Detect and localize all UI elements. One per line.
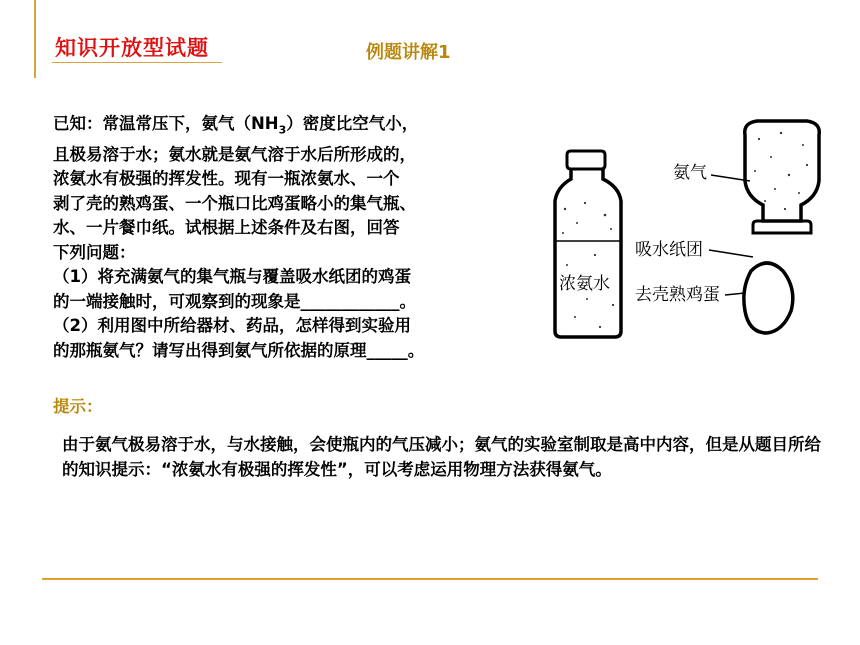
question-2-line: 的那瓶氨气？请写出得到氨气所依据的原理_____。 bbox=[53, 340, 425, 360]
question-1-line: （1）将充满氨气的集气瓶与覆盖吸水纸团的鸡蛋 bbox=[53, 267, 411, 287]
experiment-figure bbox=[545, 105, 835, 365]
problem-line: 水、一片餐巾纸。试根据上述条件及右图，回答 bbox=[53, 218, 400, 238]
problem-line: 剥了壳的熟鸡蛋、一个瓶口比鸡蛋略小的集气瓶、 bbox=[53, 193, 416, 213]
hint-text: 由于氨气极易溶于水，与水接触，会使瓶内的气压减小；氨气的实验室制取是高中内容，但是从题目所给的知识提示：“浓氨水有极强的挥发性”，可以考虑运用物理方法获得氨气。 bbox=[62, 435, 821, 479]
title-underline bbox=[52, 62, 222, 63]
bottom-rule bbox=[42, 578, 818, 580]
hint-label: 提示： bbox=[53, 397, 103, 416]
gas-jar-icon bbox=[745, 121, 820, 233]
problem-line: 浓氨水有极强的挥发性。现有一瓶浓氨水、一个 bbox=[53, 169, 400, 189]
left-accent-rule bbox=[34, 0, 36, 78]
question-1-line: 的一端接触时，可观察到的现象是____________。 bbox=[53, 291, 416, 311]
question-2-line: （2）利用图中所给器材、药品，怎样得到实验用 bbox=[53, 316, 411, 336]
problem-line: 下列问题： bbox=[53, 242, 136, 262]
egg-icon bbox=[744, 263, 793, 333]
paper-wad-label: 吸水纸团 bbox=[635, 240, 703, 260]
page-subtitle: 例题讲解1 bbox=[366, 42, 451, 63]
bottle-icon bbox=[555, 151, 621, 337]
problem-line-1: 已知：常温常压下，氨气$(NH_3)$密度比空气小， bbox=[53, 114, 419, 137]
bottle-label: 浓氨水 bbox=[559, 274, 610, 294]
egg-label: 去壳熟鸡蛋 bbox=[635, 285, 720, 305]
page-title: 知识开放型试题 bbox=[55, 36, 209, 60]
problem-text bbox=[53, 112, 531, 363]
problem-line: 且极易溶于水；氨水就是氨气溶于水后所形成的， bbox=[53, 144, 416, 164]
ammonia-label: 氨气 bbox=[673, 163, 707, 183]
